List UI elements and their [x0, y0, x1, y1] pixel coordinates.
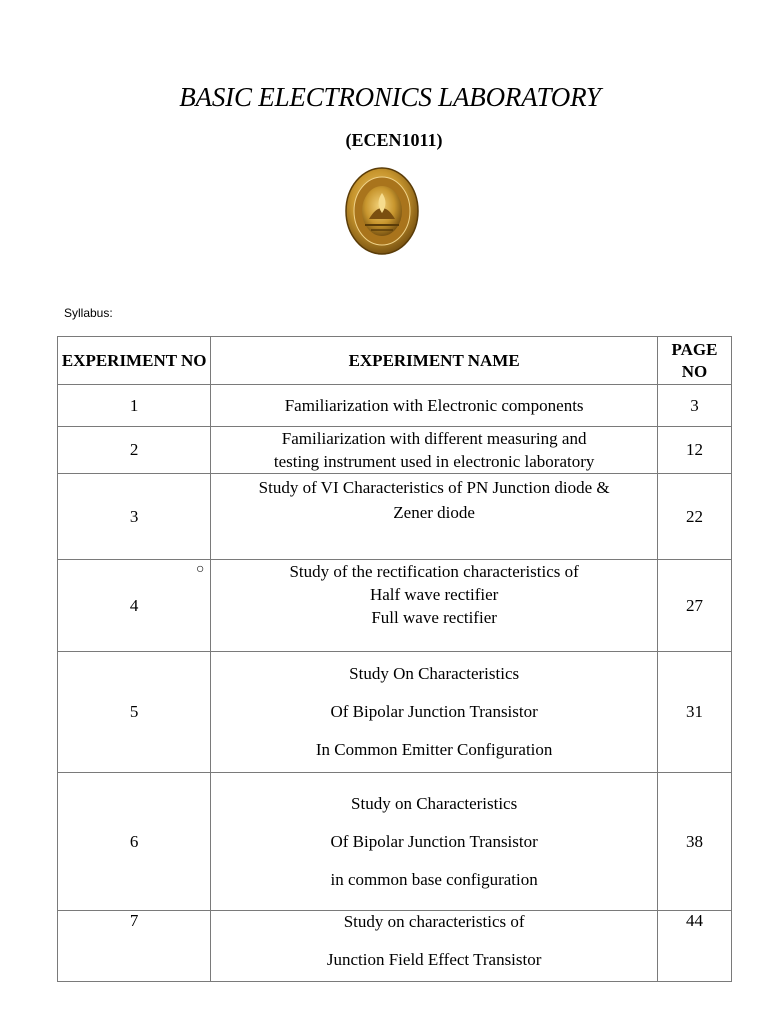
row-number: 6: [58, 773, 211, 911]
row-page: 27: [657, 560, 731, 652]
name-line: Study on Characteristics: [351, 793, 518, 813]
name-line: Of Bipolar Junction Transistor: [330, 702, 538, 721]
syllabus-table: [57, 336, 732, 982]
name-line: Study On Characteristics: [349, 664, 520, 683]
row-number: 7: [58, 911, 211, 982]
name-line: Familiarization with different measuring and: [281, 429, 587, 448]
row-number: 3: [58, 474, 211, 560]
stray-circle-mark: ○: [196, 562, 205, 577]
row-experiment-name: [211, 427, 658, 474]
row-experiment-name: [211, 911, 658, 982]
table-row: [58, 773, 732, 911]
row-experiment-name: [211, 652, 658, 773]
row-page: 3: [657, 385, 731, 427]
name-line: in common base configuration: [330, 869, 538, 889]
table-row: [58, 385, 732, 427]
table-row: [58, 474, 732, 560]
name-line: Junction Field Effect Transistor: [326, 950, 542, 969]
name-line: Study on characteristics of: [343, 912, 525, 931]
name-line: testing instrument used in electronic laboratory: [273, 452, 595, 471]
name-line: Familiarization with Electronic components: [284, 396, 584, 415]
row-experiment-name: [211, 385, 658, 427]
row-page: 44: [657, 911, 731, 982]
name-line: In Common Emitter Configuration: [315, 740, 553, 759]
row-page: 12: [657, 427, 731, 474]
row-page: 38: [657, 773, 731, 911]
syllabus-label: Syllabus:: [64, 306, 113, 320]
institute-seal-logo: [345, 167, 419, 255]
row-page: 22: [657, 474, 731, 560]
header-experiment-name: EXPERIMENT NAME: [211, 337, 658, 385]
document-title: BASIC ELECTRONICS LABORATORY: [179, 82, 601, 112]
name-line: Half wave rectifier: [369, 585, 499, 604]
course-code: (ECEN1011): [345, 130, 443, 150]
table-row: [58, 911, 732, 982]
table-header-row: [58, 337, 732, 385]
name-line: Zener diode: [393, 503, 475, 522]
row-page: 31: [657, 652, 731, 773]
name-line: Study of the rectification characteristics of: [289, 562, 579, 581]
name-line: Of Bipolar Junction Transistor: [330, 831, 538, 851]
row-number: 5: [58, 652, 211, 773]
header-experiment-no: EXPERIMENT NO: [58, 337, 211, 385]
name-line: Study of VI Characteristics of PN Junction diode &: [258, 478, 610, 497]
row-number: 4: [58, 560, 211, 652]
row-number: 2: [58, 427, 211, 474]
row-experiment-name: [211, 474, 658, 560]
table-row: [58, 560, 732, 652]
table-row: [58, 652, 732, 773]
header-page-no: PAGE NO: [657, 337, 731, 385]
name-line: Full wave rectifier: [371, 608, 497, 627]
row-number: 1: [58, 385, 211, 427]
row-experiment-name: [211, 773, 658, 911]
row-experiment-name: [211, 560, 658, 652]
table-row: [58, 427, 732, 474]
